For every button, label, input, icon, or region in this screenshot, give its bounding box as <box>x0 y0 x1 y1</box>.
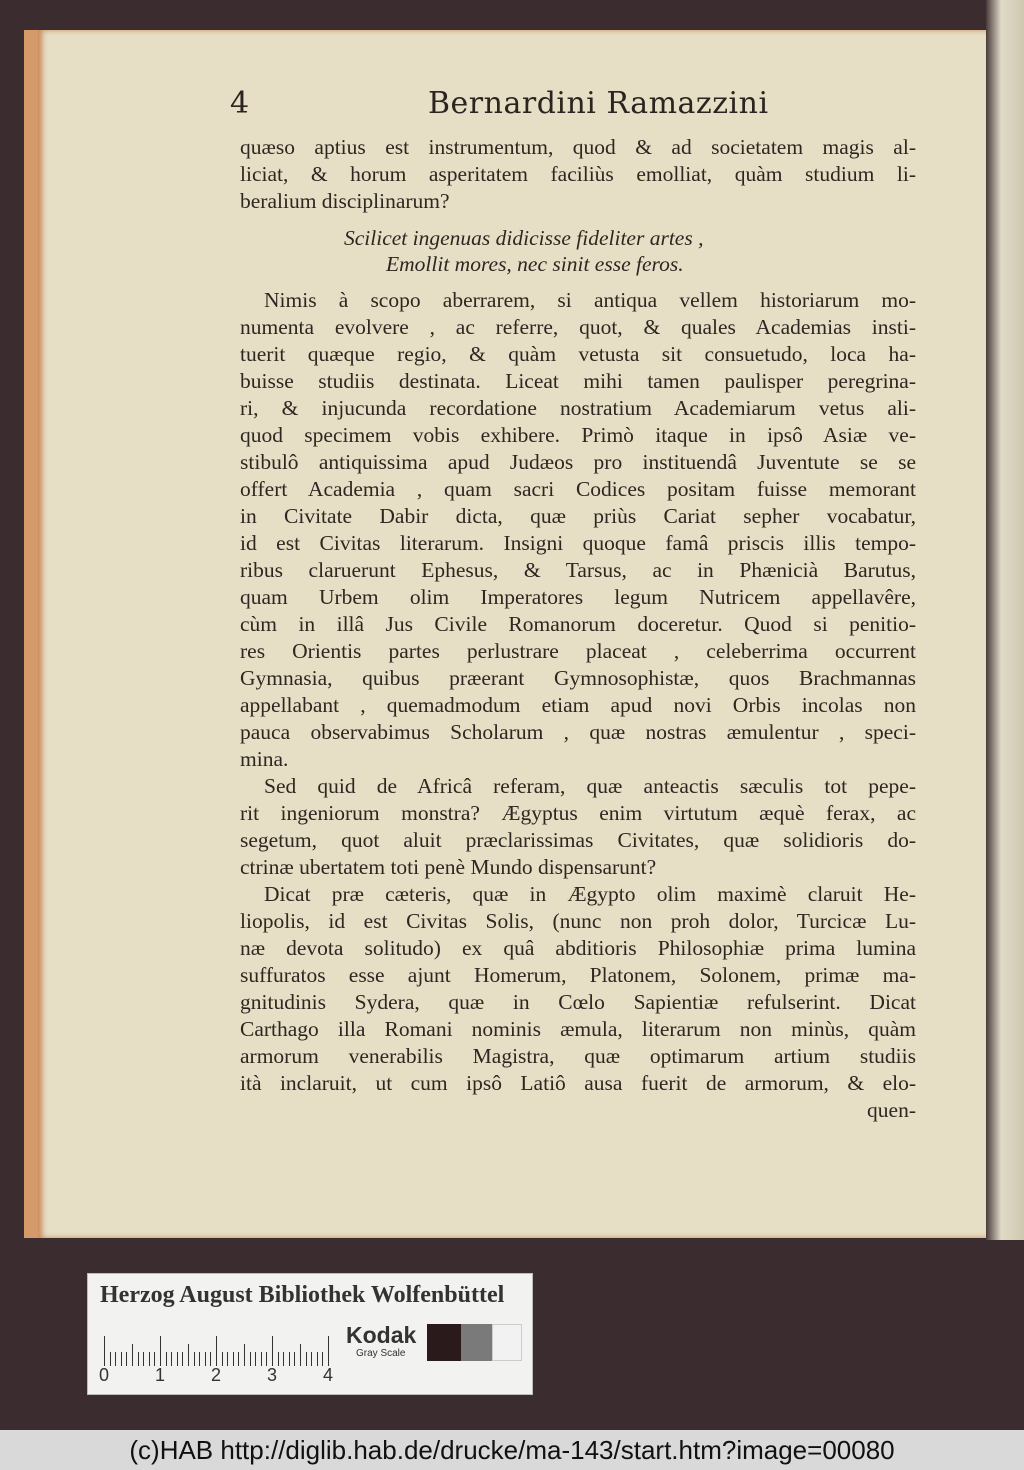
text-line: buisse studiis destinata. Liceat mihi tamen paulisper peregrina- <box>240 369 916 393</box>
running-title: Bernardini Ramazzini <box>428 86 769 121</box>
swatch-light <box>492 1324 522 1361</box>
ruler-tick <box>126 1352 127 1366</box>
text-line: res Orientis partes perlustrare placeat , celeberrima occurrent <box>240 639 916 663</box>
ruler-tick <box>311 1352 312 1366</box>
ruler-tick <box>266 1352 267 1366</box>
ruler-tick <box>166 1352 167 1366</box>
ruler-tick <box>149 1352 150 1366</box>
swatch-dark <box>427 1324 461 1361</box>
text-line: id est Civitas literarum. Insigni quoque famâ priscis illis tempo- <box>240 531 916 555</box>
ruler-tick <box>199 1352 200 1366</box>
text-line: liciat, & horum asperitatem faciliùs emolliat, quàm studium li- <box>240 162 916 186</box>
text-line: quam Urbem olim Imperatores legum Nutricem appellavêre, <box>240 585 916 609</box>
ruler-tick <box>104 1336 105 1366</box>
page-number: 4 <box>230 86 250 121</box>
text-line: Nimis à scopo aberrarem, si antiqua vellem historiarum mo- <box>264 288 916 312</box>
text-line: suffuratos esse ajunt Homerum, Platonem, Solonem, primæ ma- <box>240 963 916 987</box>
text-line: in Civitate Dabir dicta, quæ priùs Cariat sepher vocabatur, <box>240 504 916 528</box>
text-line: pauca observabimus Scholarum , quæ nostras æmulentur , speci- <box>240 720 916 744</box>
ruler-number: 1 <box>154 1365 166 1385</box>
running-head <box>230 86 930 126</box>
verse-line: Emollit mores, nec sinit esse feros. <box>386 252 684 276</box>
ruler-tick <box>160 1336 161 1366</box>
ruler-number: 0 <box>98 1365 110 1385</box>
text-line: ribus claruerunt Ephesus, & Tarsus, ac in Phænicià Barutus, <box>240 558 916 582</box>
text-line: Gymnasia, quibus præerant Gymnosophistæ, quos Brachmannas <box>240 666 916 690</box>
text-line: ri, & injucunda recordatione nostratium Academiarum vetus ali- <box>240 396 916 420</box>
ruler-tick <box>210 1352 211 1366</box>
text-line: rit ingeniorum monstra? Ægyptus enim virtutum æquè ferax, ac <box>240 801 916 825</box>
ruler-tick <box>138 1352 139 1366</box>
text-line: ità inclaruit, ut cum ipsô Latiô ausa fuerit de armorum, & elo- <box>240 1071 916 1095</box>
text-line: gnitudinis Sydera, quæ in Cœlo Sapientiæ refulserint. Dicat <box>240 990 916 1014</box>
text-line: tuerit quæque regio, & quàm vetusta sit consuetudo, loca ha- <box>240 342 916 366</box>
ruler-tick <box>154 1352 155 1366</box>
next-page-edge <box>986 0 1024 1240</box>
ruler-tick <box>306 1352 307 1366</box>
ruler-tick <box>132 1344 133 1366</box>
text-line: ctrinæ ubertatem toti penè Mundo dispensarunt? <box>240 855 657 879</box>
library-name: Herzog August Bibliothek Wolfenbüttel <box>100 1282 505 1308</box>
ruler-tick <box>182 1352 183 1366</box>
ruler-tick <box>115 1352 116 1366</box>
ruler-tick <box>194 1352 195 1366</box>
ruler-tick <box>171 1352 172 1366</box>
text-line: numenta evolvere , ac referre, quot, & quales Academias insti- <box>240 315 916 339</box>
text-line: mina. <box>240 747 289 771</box>
ruler-tick <box>289 1352 290 1366</box>
text-line: næ devota solitudo) ex quâ abditioris Philosophiæ prima lumina <box>240 936 916 960</box>
ruler-tick <box>205 1352 206 1366</box>
ruler-number: 4 <box>322 1365 334 1385</box>
text-line: stibulô antiquissima apud Judæos pro instituendâ Juventute se se <box>240 450 916 474</box>
ruler-tick <box>255 1352 256 1366</box>
ruler-tick <box>110 1352 111 1366</box>
text-line: Carthago illa Romani nominis æmula, literarum non minùs, quàm <box>240 1017 916 1041</box>
body-text <box>240 134 916 1124</box>
ruler-tick <box>328 1336 329 1366</box>
ruler-tick <box>244 1344 245 1366</box>
scale-card <box>87 1273 533 1395</box>
ruler-tick <box>233 1352 234 1366</box>
ruler-tick <box>283 1352 284 1366</box>
copyright-footer: (c)HAB http://diglib.hab.de/drucke/ma-143/start.htm?image=00080 <box>0 1430 1024 1470</box>
swatch-mid <box>461 1324 492 1361</box>
text-line: appellabant , quemadmodum etiam apud novi Orbis incolas non <box>240 693 916 717</box>
ruler-tick <box>216 1336 217 1366</box>
ruler-number: 2 <box>210 1365 222 1385</box>
ruler-tick <box>300 1344 301 1366</box>
ruler-tick <box>238 1352 239 1366</box>
ruler-number: 3 <box>266 1365 278 1385</box>
ruler-tick <box>250 1352 251 1366</box>
ruler-tick <box>222 1352 223 1366</box>
text-line: offert Academia , quam sacri Codices positam fuisse memorant <box>240 477 916 501</box>
ruler-tick <box>317 1352 318 1366</box>
text-line: quod specimem vobis exhibere. Primò itaque in ipsô Asiæ ve- <box>240 423 916 447</box>
verse-line: Scilicet ingenuas didicisse fideliter artes , <box>344 226 704 250</box>
text-line: armorum venerabilis Magistra, quæ optimarum artium studiis <box>240 1044 916 1068</box>
text-line: Dicat præ cæteris, quæ in Ægypto olim maximè claruit He- <box>264 882 916 906</box>
catchword: quen- <box>867 1098 916 1122</box>
ruler-tick <box>272 1336 273 1366</box>
ruler-tick <box>322 1352 323 1366</box>
text-line: liopolis, id est Civitas Solis, (nunc non proh dolor, Turcicæ Lu- <box>240 909 916 933</box>
text-line: Sed quid de Africâ referam, quæ anteactis sæculis tot pepe- <box>264 774 916 798</box>
text-line: segetum, quot aluit præclarissimas Civitates, quæ solidioris do- <box>240 828 916 852</box>
gray-scale-label: Gray Scale <box>356 1348 406 1359</box>
ruler-tick <box>143 1352 144 1366</box>
ruler <box>98 1326 334 1386</box>
ruler-tick <box>261 1352 262 1366</box>
text-line: cùm in illâ Jus Civile Romanorum doceretur. Quod si penitio- <box>240 612 916 636</box>
ruler-tick <box>227 1352 228 1366</box>
kodak-logo: Kodak <box>346 1322 417 1348</box>
text-line: quæso aptius est instrumentum, quod & ad societatem magis al- <box>240 135 916 159</box>
ruler-tick <box>278 1352 279 1366</box>
ruler-tick <box>177 1352 178 1366</box>
ruler-tick <box>294 1352 295 1366</box>
text-line: beralium disciplinarum? <box>240 189 450 213</box>
ruler-tick <box>121 1352 122 1366</box>
ruler-tick <box>188 1344 189 1366</box>
